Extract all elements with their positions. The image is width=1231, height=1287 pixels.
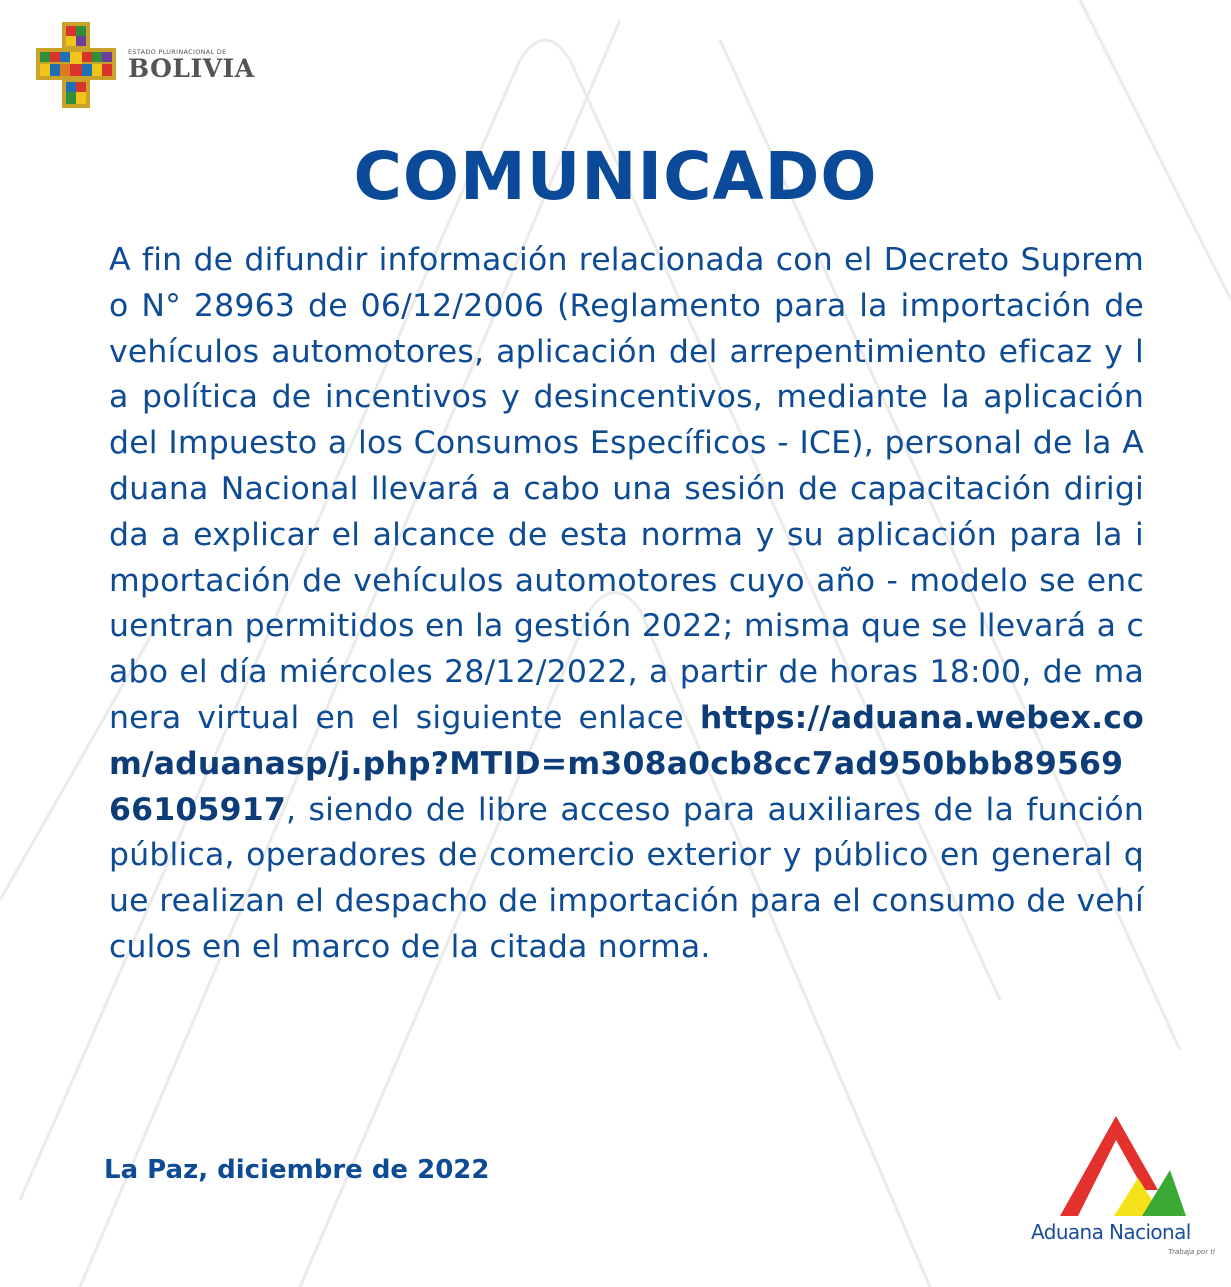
aduana-logo-tagline: Trabaja por ti (1168, 1248, 1215, 1256)
body-intro: A fin de difundir información relacionada con el Decreto Supremo N° 28963 de 06/12/2006 (Reglamento para la importación de vehículos automotores, aplicación del arrepentimiento eficaz y la política de incentivos y desincentivos, mediante la aplicación del Impuesto a los Consumos Específicos - ICE), personal de la Aduana Nacional llevará a cabo una sesión de capacitación dirigida a explicar el alcance de esta norma y su aplicación para la importación de vehículos automotores cuyo año - modelo se encuentran permitidos en la gestión 2022; misma que se llevará a cabo el día miércoles 28/12/2022, a partir de horas 18:00, de manera virtual en el siguiente enlace (109, 242, 1144, 736)
issue-date: La Paz, diciembre de 2022 (104, 1155, 490, 1185)
aduana-mountains-icon (1058, 1108, 1188, 1218)
body-outro: , siendo de libre acceso para auxiliares de la función pública, operadores de comercio exterior y público en general que realizan el despacho de importación para el consumo de vehículos en el marco de la citada norma. (109, 791, 1144, 965)
bolivia-emblem-icon (36, 22, 116, 108)
aduana-logo-name: Aduana Nacional (1031, 1220, 1191, 1244)
bolivia-logo-name: BOLIVIA (128, 54, 255, 83)
page-title: COMUNICADO (353, 138, 878, 215)
bolivia-logo-subtitle: ESTADO PLURINACIONAL DE (128, 48, 227, 56)
bolivia-logo (36, 22, 256, 112)
webex-link[interactable]: https://aduana.webex.com/aduanasp/j.php?MTID=m308a0cb8cc7ad950bbb8956966105917 (109, 699, 1144, 828)
aduana-nacional-logo (1028, 1108, 1223, 1268)
communique-body (109, 238, 1144, 971)
